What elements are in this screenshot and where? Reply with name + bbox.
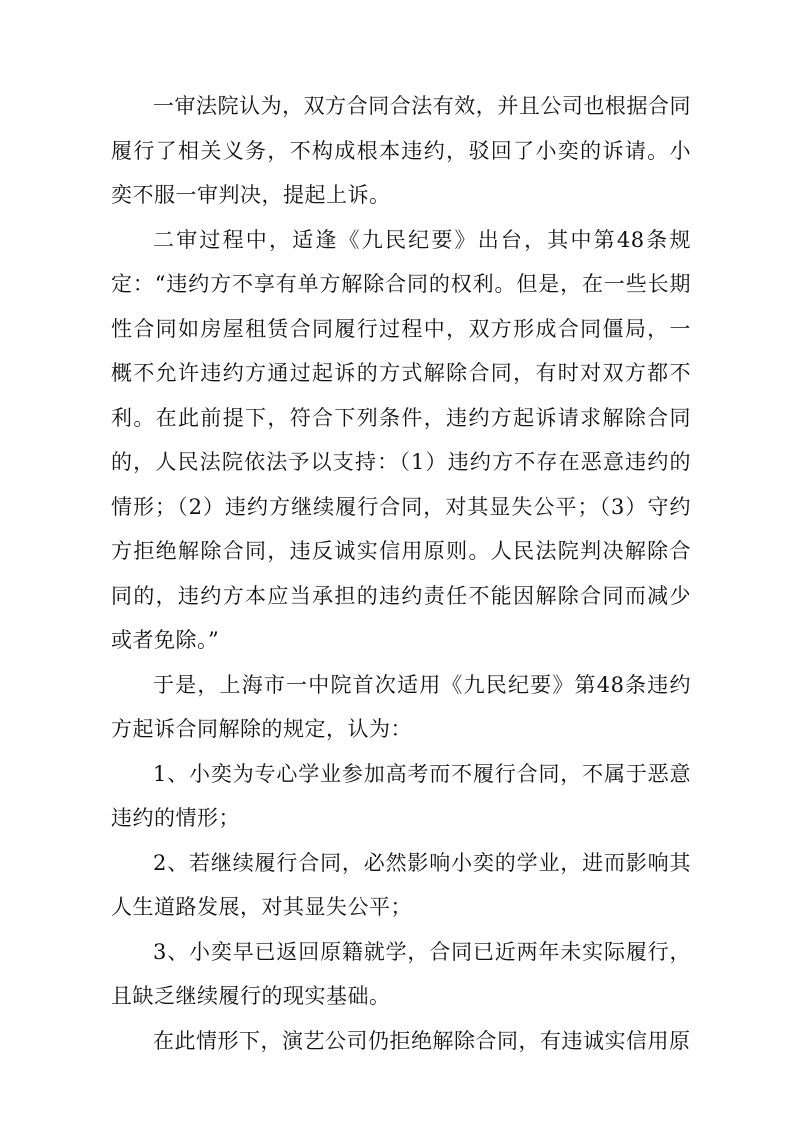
paragraph-conclusion: 在此情形下，演艺公司仍拒绝解除合同，有违诚实信用原 <box>153 1028 691 1053</box>
document-body <box>111 84 691 1063</box>
paragraph-court-application: 于是，上海市一中院首次适用《九民纪要》第48条违约方起诉合同解除的规定，认为： <box>111 672 691 741</box>
paragraph-reason-3: 3、小奕早已返回原籍就学，合同已近两年未实际履行，且缺乏继续履行的现实基础。 <box>111 939 691 1008</box>
paragraph-second-instance-rule: 二审过程中，适逢《九民纪要》出台，其中第48条规定：“违约方不享有单方解除合同的权利。但是，在一些长期性合同如房屋租赁合同履行过程中，双方形成合同僵局，一概不允许违约方通过起诉的方式解除合同，有时对双方都不利。在此前提下，符合下列条件，违约方起诉请求解除合同的，人民法院依法予以支持：（1）违约方不存在恶意违约的情形；（2）违约方继续履行合同，对其显失公平；（3）守约方拒绝解除合同，违反诚实信用原则。人民法院判决解除合同的，违约方本应当承担的违约责任不能因解除合同而减少或者免除。” <box>111 227 691 652</box>
paragraph-reason-1: 1、小奕为专心学业参加高考而不履行合同，不属于恶意违约的情形； <box>111 761 691 830</box>
paragraph-first-instance-ruling: 一审法院认为，双方合同合法有效，并且公司也根据合同履行了相关义务，不构成根本违约，驳回了小奕的诉请。小奕不服一审判决，提起上诉。 <box>111 94 691 207</box>
paragraph-reason-2: 2、若继续履行合同，必然影响小奕的学业，进而影响其人生道路发展，对其显失公平； <box>111 850 691 919</box>
